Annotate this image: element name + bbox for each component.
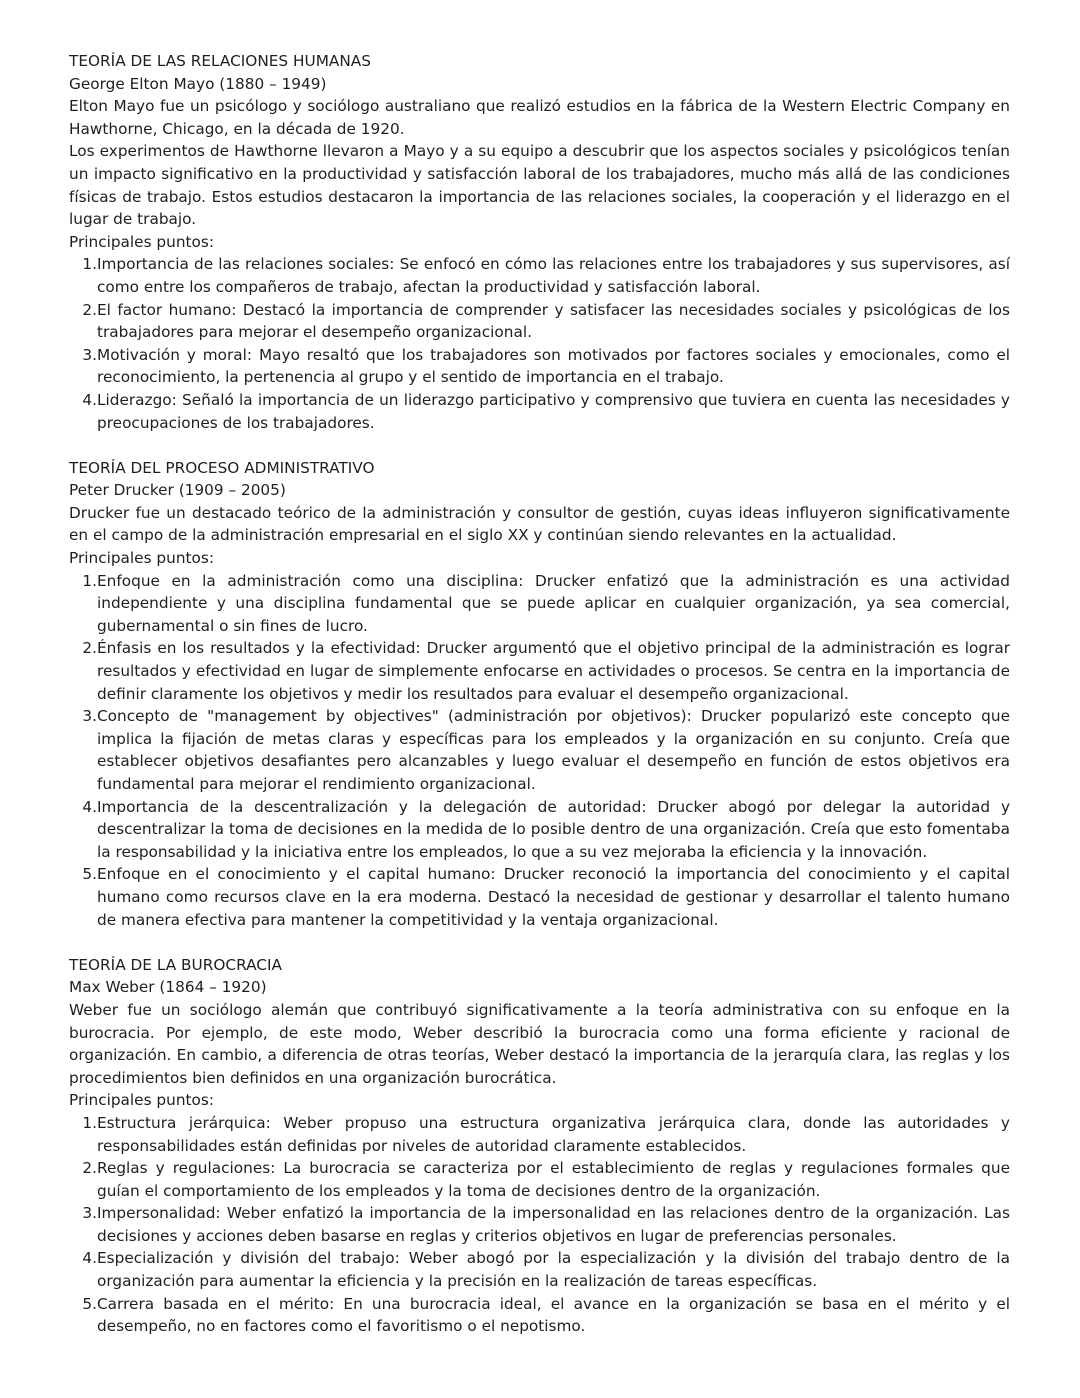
list-number: 5. xyxy=(82,1294,97,1313)
list-item xyxy=(69,389,1010,434)
list-text: Énfasis en los resultados y la efectividad: Drucker argumentó que el objetivo principal de la administración es lograr resultados y efectividad en lugar de simplemente enfocarse en actividades o procesos. Se centra en la importancia de definir claramente los objetivos y medir los resultados para evaluar el desempeño organizacional. xyxy=(97,639,1010,703)
section-author: Max Weber (1864 – 1920) xyxy=(69,978,267,997)
list-number: 2. xyxy=(82,1159,97,1178)
paragraph: Los experimentos de Hawthorne llevaron a Mayo y a su equipo a descubrir que los aspectos sociales y psicológicos tenían un impacto significativo en la productividad y satisfacción laboral de los trabajadores, mucho más allá de las condiciones físicas de trabajo. Estos estudios destacaron la importancia de las relaciones sociales, la cooperación y el liderazgo en el lugar de trabajo. xyxy=(69,142,1010,229)
list-item xyxy=(69,253,1010,298)
list-text: Enfoque en la administración como una disciplina: Drucker enfatizó que la administración es una actividad independiente y una disciplina fundamental que se puede aplicar en cualquier organización, ya sea comercial, gubernamental o sin fines de lucro. xyxy=(97,571,1010,635)
points-list xyxy=(69,253,1010,434)
paragraph: Drucker fue un destacado teórico de la administración y consultor de gestión, cuyas ideas influyeron significativamente en el campo de la administración empresarial en el siglo XX y continúan siendo relevantes en la actualidad. xyxy=(69,503,1010,545)
points-label: Principales puntos: xyxy=(69,1091,215,1110)
list-item xyxy=(69,1293,1010,1338)
paragraph: Weber fue un sociólogo alemán que contribuyó significativamente a la teoría administrativa con su enfoque en la burocracia. Por ejemplo, de este modo, Weber describió la burocracia como una forma eficiente y racional de organización. En cambio, a diferencia de otras teorías, Weber destacó la importancia de la jerarquía clara, las reglas y los procedimientos bien definidos en una organización burocrática. xyxy=(69,1000,1010,1087)
section-author: George Elton Mayo (1880 – 1949) xyxy=(69,74,327,93)
list-number: 1. xyxy=(82,571,97,590)
list-item xyxy=(69,299,1010,344)
paragraph: Elton Mayo fue un psicólogo y sociólogo australiano que realizó estudios en la fábrica de la Western Electric Company en Hawthorne, Chicago, en la década de 1920. xyxy=(69,97,1010,138)
list-text: Impersonalidad: Weber enfatizó la importancia de la impersonalidad en las relaciones dentro de la organización. Las decisiones y acciones deben basarse en reglas y criterios objetivos en lugar de preferencias personales. xyxy=(97,1204,1010,1245)
section-author: Peter Drucker (1909 – 2005) xyxy=(69,481,286,500)
list-number: 2. xyxy=(82,300,97,319)
list-item xyxy=(69,637,1010,705)
list-item xyxy=(69,1247,1010,1292)
list-number: 2. xyxy=(82,639,97,658)
list-number: 4. xyxy=(82,390,97,409)
list-text: Carrera basada en el mérito: En una burocracia ideal, el avance en la organización se basa en el mérito y el desempeño, no en factores como el favoritismo o el nepotismo. xyxy=(97,1294,1010,1336)
list-number: 3. xyxy=(82,1204,97,1223)
points-label: Principales puntos: xyxy=(69,549,215,568)
section-proceso-administrativo xyxy=(69,457,1010,931)
document-page xyxy=(69,50,1010,1360)
points-list xyxy=(69,570,1010,932)
list-text: Motivación y moral: Mayo resaltó que los trabajadores son motivados por factores sociales y emocionales, como el reconocimiento, la pertenencia al grupo y el sentido de importancia en el trabajo. xyxy=(97,345,1010,387)
list-item xyxy=(69,570,1010,638)
list-text: Importancia de la descentralización y la delegación de autoridad: Drucker abogó por delegar la autoridad y descentralizar la toma de decisiones en la medida de lo posible dentro de una organización. Creía que esto fomentaba la responsabilidad y la iniciativa entre los empleados, lo que a su vez mejoraba la eficiencia y la innovación. xyxy=(97,797,1010,861)
list-number: 3. xyxy=(82,345,97,364)
list-text: Liderazgo: Señaló la importancia de un liderazgo participativo y comprensivo que tuviera en cuenta las necesidades y preocupaciones de los trabajadores. xyxy=(97,390,1010,432)
section-title: TEORÍA DE LA BUROCRACIA xyxy=(69,955,282,974)
section-relaciones-humanas xyxy=(69,50,1010,434)
section-title: TEORÍA DEL PROCESO ADMINISTRATIVO xyxy=(69,458,375,477)
list-text: Especialización y división del trabajo: Weber abogó por la especialización y la división del trabajo dentro de la organización para aumentar la eficiencia y la precisión en la realización de tareas específicas. xyxy=(97,1249,1010,1291)
list-item xyxy=(69,863,1010,931)
list-text: Importancia de las relaciones sociales: Se enfocó en cómo las relaciones entre los trabajadores y sus supervisores, así como entre los compañeros de trabajo, afectan la productividad y satisfacción laboral. xyxy=(97,255,1010,296)
list-number: 1. xyxy=(82,255,97,274)
list-item xyxy=(69,705,1010,795)
list-item xyxy=(69,1202,1010,1247)
list-text: Estructura jerárquica: Weber propuso una estructura organizativa jerárquica clara, donde las autoridades y responsabilidades están definidas por niveles de autoridad claramente establecidos. xyxy=(97,1113,1010,1155)
list-number: 3. xyxy=(82,707,97,726)
list-number: 4. xyxy=(82,797,97,816)
list-item xyxy=(69,1157,1010,1202)
points-list xyxy=(69,1112,1010,1338)
list-number: 5. xyxy=(82,865,97,884)
points-label: Principales puntos: xyxy=(69,232,215,251)
list-item xyxy=(69,1112,1010,1157)
list-text: Reglas y regulaciones: La burocracia se caracteriza por el establecimiento de reglas y regulaciones formales que guían el comportamiento de los empleados y la toma de decisiones dentro de la organización. xyxy=(97,1159,1010,1200)
section-burocracia xyxy=(69,954,1010,1338)
section-title: TEORÍA DE LAS RELACIONES HUMANAS xyxy=(69,52,371,70)
list-number: 4. xyxy=(82,1249,97,1268)
list-number: 1. xyxy=(82,1113,97,1132)
list-text: Enfoque en el conocimiento y el capital humano: Drucker reconoció la importancia del conocimiento y el capital humano como recursos clave en la era moderna. Destacó la necesidad de gestionar y desarrollar el talento humano de manera efectiva para mantener la competitividad y la ventaja organizacional. xyxy=(97,865,1010,929)
list-item xyxy=(69,344,1010,389)
list-item xyxy=(69,796,1010,864)
list-text: Concepto de "management by objectives" (administración por objetivos): Drucker popularizó este concepto que implica la fijación de metas claras y específicas para los empleados y la organización en su conjunto. Creía que establecer objetivos desafiantes pero alcanzables y luego evaluar el desempeño en función de estos objetivos era fundamental para mejorar el rendimiento organizacional. xyxy=(97,707,1010,793)
list-text: El factor humano: Destacó la importancia de comprender y satisfacer las necesidades sociales y psicológicas de los trabajadores para mejorar el desempeño organizacional. xyxy=(97,300,1010,342)
